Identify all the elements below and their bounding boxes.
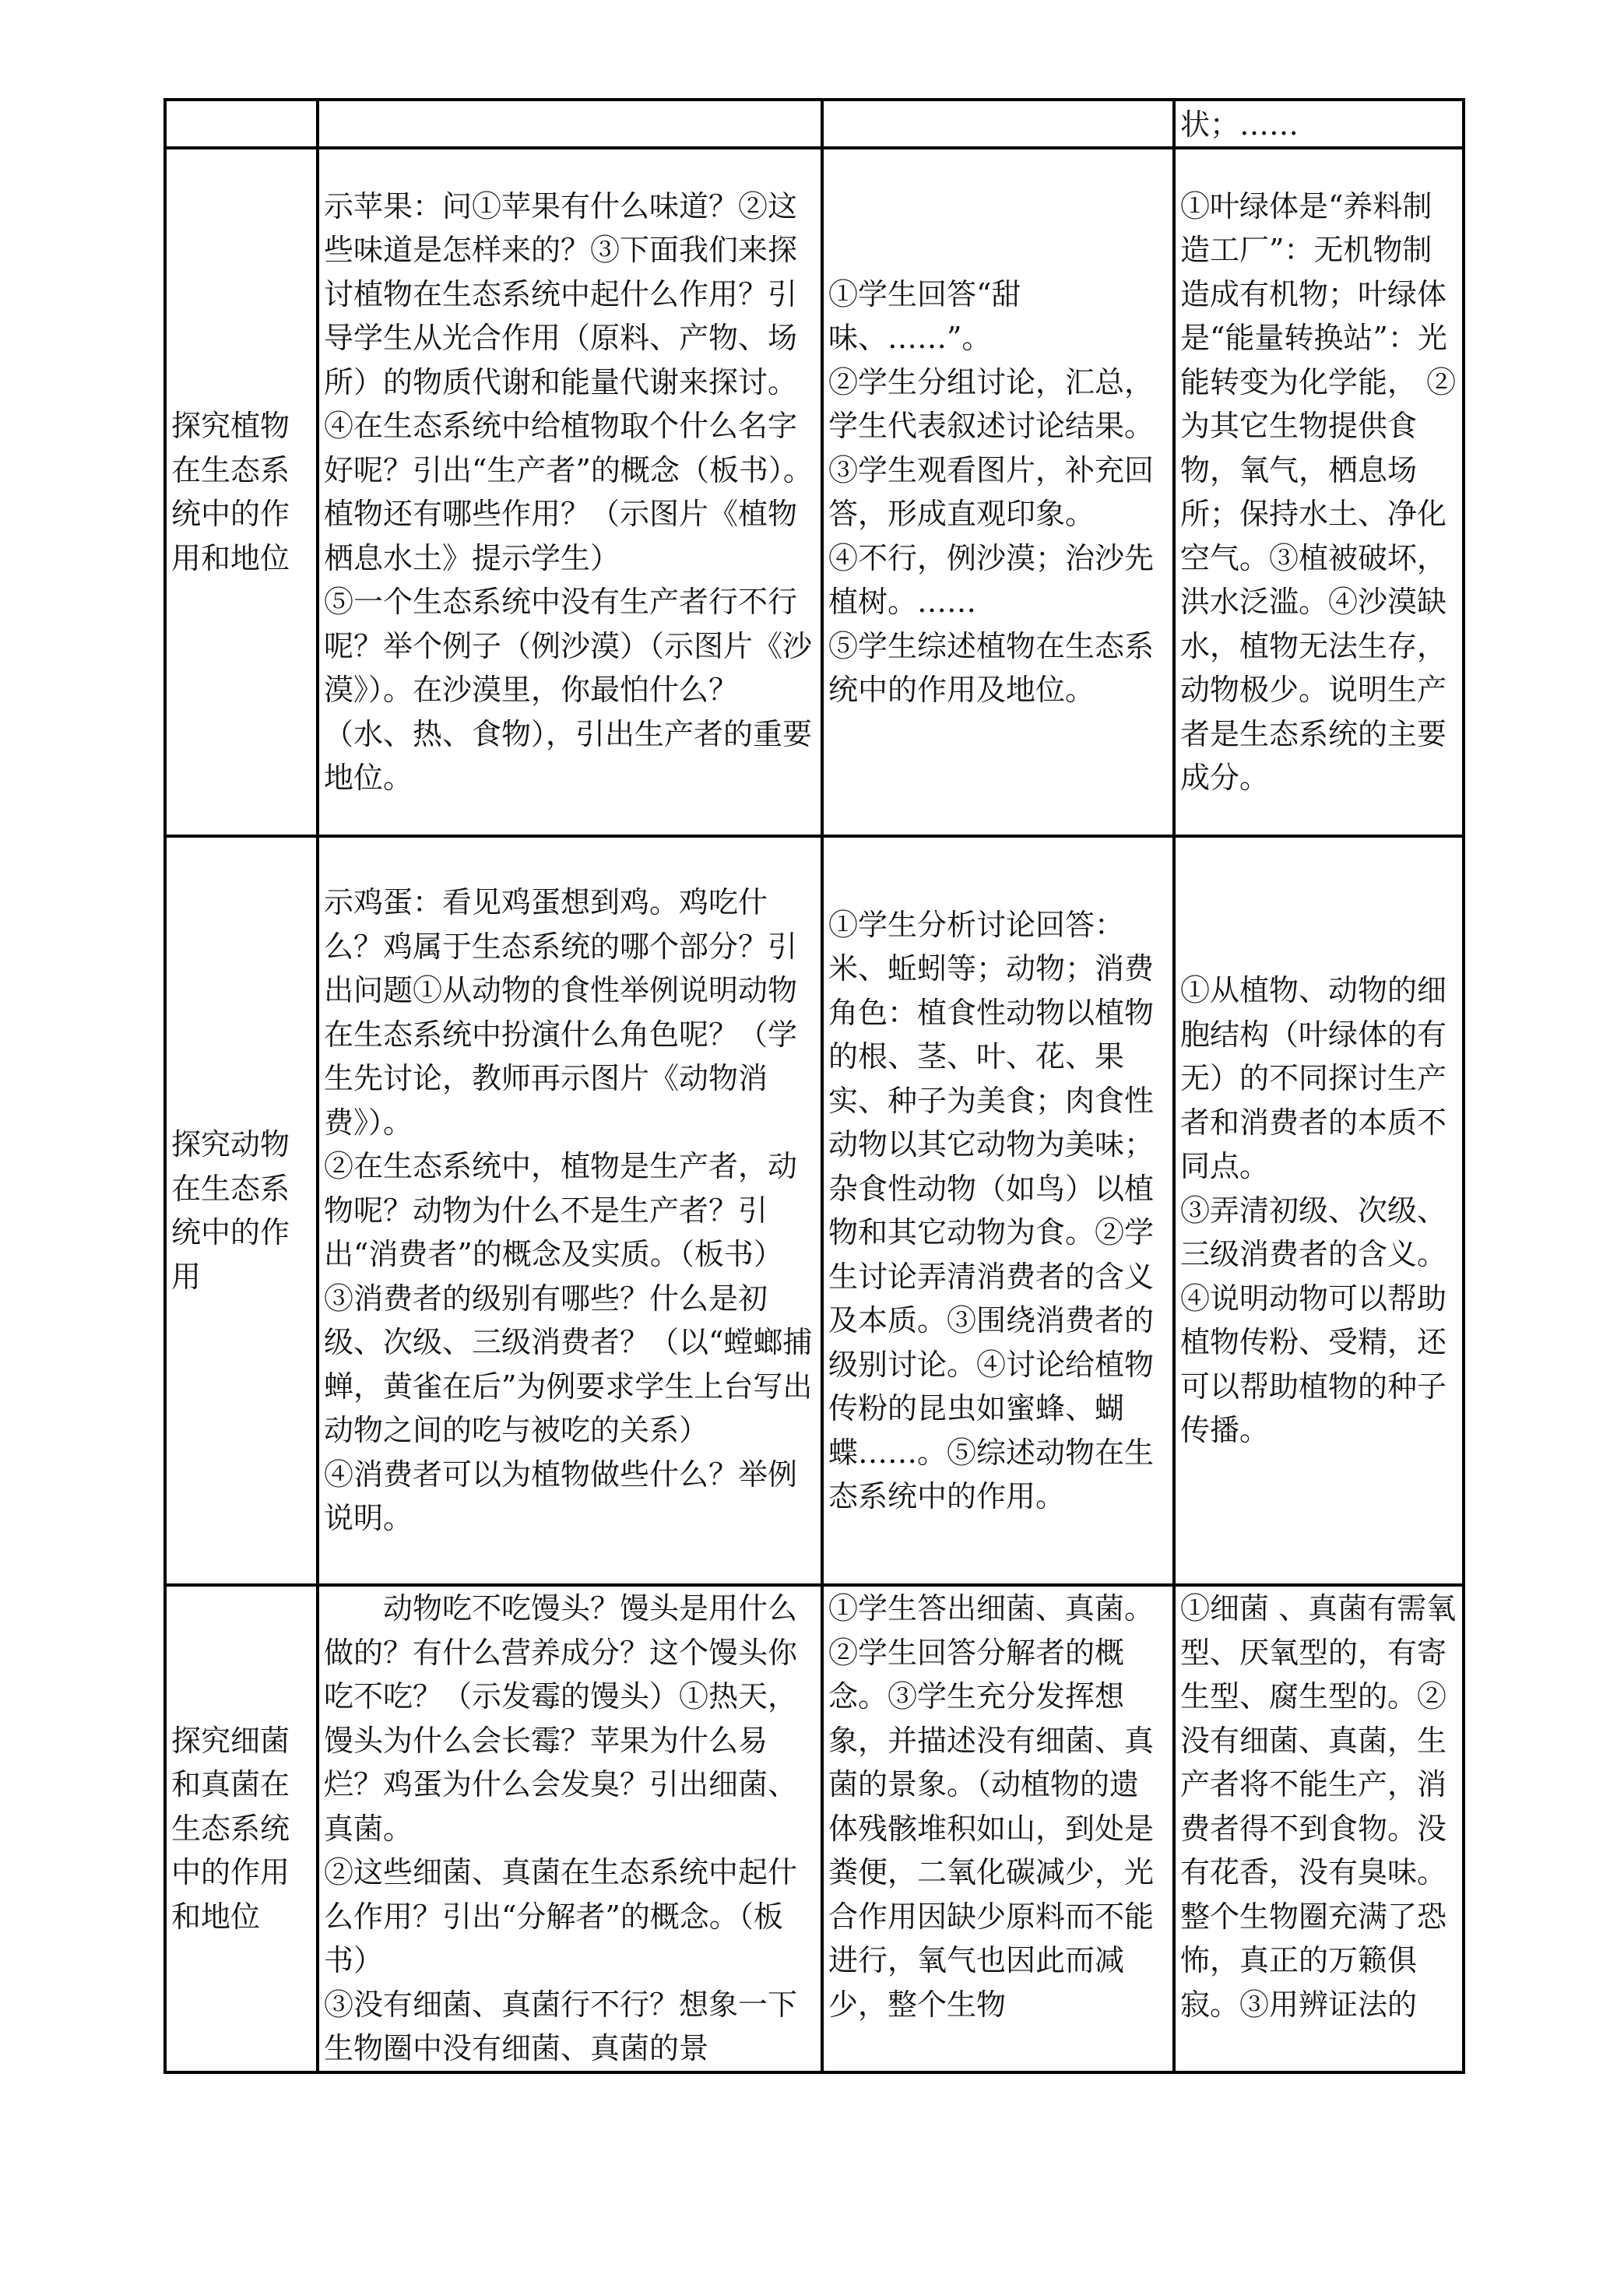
student-paragraph: ③学生观看图片，补充回答，形成直观印象。: [828, 452, 1155, 531]
teacher-activity-cell: [318, 100, 822, 148]
student-activity-cell: [822, 100, 1174, 148]
topic-cell: 探究细菌和真菌在生态系统中的作用和地位: [165, 1585, 318, 2072]
teacher-activity-cell: [318, 148, 822, 836]
purpose-cell: [1174, 148, 1464, 836]
purpose-text: ①叶绿体是“养料制造工厂”：无机物制造成有机物；叶绿体是“能量转换站”：光能转变为化学能， ②为其它生物提供食物，氧气，栖息场所；保持水土、净化空气。③植被破坏，洪水泛滥。④沙漠缺水，植物无法生存，动物极少。说明生产者是生态系统的主要成分。: [1180, 188, 1457, 795]
student-paragraph: ①学生分析讨论回答：米、蚯蚓等；动物；消费角色：植食性动物以植物的根、茎、叶、花、果实、种子为美食；肉食性动物以其它动物为美味；杂食性动物（如鸟）以植物和其它动物为食。②学生讨论弄清消费者的含义及本质。③围绕消费者的级别讨论。④讨论给植物传粉的昆虫如蜜蜂、蝴蝶……。⑤综述动物在生态系统中的作用。: [828, 907, 1155, 1513]
teacher-paragraph: 动物吃不吃馒头？馒头是用什么做的？有什么营养成分？这个馒头你吃不吃？（示发霉的馒头）①热天，馒头为什么会长霉？苹果为什么易烂？鸡蛋为什么会发臭？引出细菌、真菌。: [324, 1591, 798, 1846]
purpose-cell: [1174, 100, 1464, 148]
student-activity-cell: [822, 148, 1174, 836]
student-paragraph: ①学生答出细菌、真菌。: [828, 1591, 1155, 1625]
teacher-paragraph: ④在生态系统中给植物取个什么名字好呢？引出“生产者”的概念（板书）。植物还有哪些作用？（示图片《植物栖息水土》提示学生）: [324, 409, 813, 575]
student-paragraph: ①学生回答“甜味、……”。: [828, 276, 1021, 355]
purpose-text: ④说明动物可以帮助植物传粉、受精，还可以帮助植物的种子传播。: [1180, 1281, 1447, 1448]
teacher-activity-cell: [318, 1585, 822, 2072]
purpose-text: ①从植物、动物的细胞结构（叶绿体的有无）的不同探讨生产者和消费者的本质不同点。: [1180, 973, 1447, 1184]
student-paragraph: ②学生分组讨论，汇总，学生代表叙述讨论结果。: [828, 364, 1155, 443]
table-row: [165, 1585, 1464, 2072]
purpose-cell: [1174, 836, 1464, 1585]
teacher-paragraph: ②在生态系统中，植物是生产者，动物呢？动物为什么不是生产者？引出“消费者”的概念及实质。（板书）: [324, 1149, 798, 1272]
teacher-paragraph: ③消费者的级别有哪些？什么是初级、次级、三级消费者？（以“螳螂捕蝉，黄雀在后”为例要求学生上台写出动物之间的吃与被吃的关系）: [324, 1281, 813, 1448]
teacher-activity-cell: [318, 836, 822, 1585]
topic-cell: 探究植物在生态系统中的作用和地位: [165, 148, 318, 836]
table-row: [165, 148, 1464, 836]
lesson-plan-table: [163, 98, 1465, 2074]
teacher-paragraph: ④消费者可以为植物做些什么？举例说明。: [324, 1457, 798, 1536]
teacher-paragraph: 示鸡蛋：看见鸡蛋想到鸡。鸡吃什么？鸡属于生态系统的哪个部分？引出问题①从动物的食性举例说明动物在生态系统中扮演什么角色呢？（学生先讨论，教师再示图片《动物消费》）。: [324, 885, 798, 1140]
teacher-paragraph: ③没有细菌、真菌行不行？想象一下生物圈中没有细菌、真菌的景: [324, 1987, 798, 2065]
student-activity-cell: [822, 836, 1174, 1585]
teacher-paragraph: 示苹果：问①苹果有什么味道？②这些味道是怎样来的？③下面我们来探讨植物在生态系统中起什么作用？引导学生从光合作用（原料、产物、场所）的物质代谢和能量代谢来探讨。: [324, 188, 798, 399]
student-activity-cell: [822, 1585, 1174, 2072]
table-row: [165, 100, 1464, 148]
purpose-cell: [1174, 1585, 1464, 2072]
table-row: [165, 836, 1464, 1585]
purpose-text: ③弄清初级、次级、三级消费者的含义。: [1180, 1193, 1447, 1272]
purpose-text: 状；……: [1180, 107, 1299, 142]
student-paragraph: ⑤学生综述植物在生态系统中的作用及地位。: [828, 628, 1155, 707]
teacher-paragraph: ⑤一个生态系统中没有生产者行不行呢？举个例子（例沙漠）（示图片《沙漠》）。在沙漠里，你最怕什么？（水、热、食物），引出生产者的重要地位。: [324, 585, 813, 795]
student-paragraph: ②学生回答分解者的概念。③学生充分发挥想象，并描述没有细菌、真菌的景象。（动植物的遗体残骸堆积如山，到处是粪便，二氧化碳减少，光合作用因缺少原料而不能进行，氧气也因此而减少，整个生物: [828, 1635, 1155, 2022]
topic-cell: [165, 100, 318, 148]
teacher-paragraph: ②这些细菌、真菌在生态系统中起什么作用？引出“分解者”的概念。（板书）: [324, 1855, 798, 1977]
topic-cell: 探究动物在生态系统中的作用: [165, 836, 318, 1585]
student-paragraph: ④不行，例沙漠；治沙先植树。……: [828, 540, 1155, 619]
purpose-text: ①细菌 、真菌有需氧型、厌氧型的，有寄生型、腐生型的。②没有细菌、真菌，生产者将不能生产，消费者得不到食物。没有花香，没有臭味。整个生物圈充满了恐怖，真正的万籁俱寂。③用辨证法的: [1180, 1591, 1457, 2022]
